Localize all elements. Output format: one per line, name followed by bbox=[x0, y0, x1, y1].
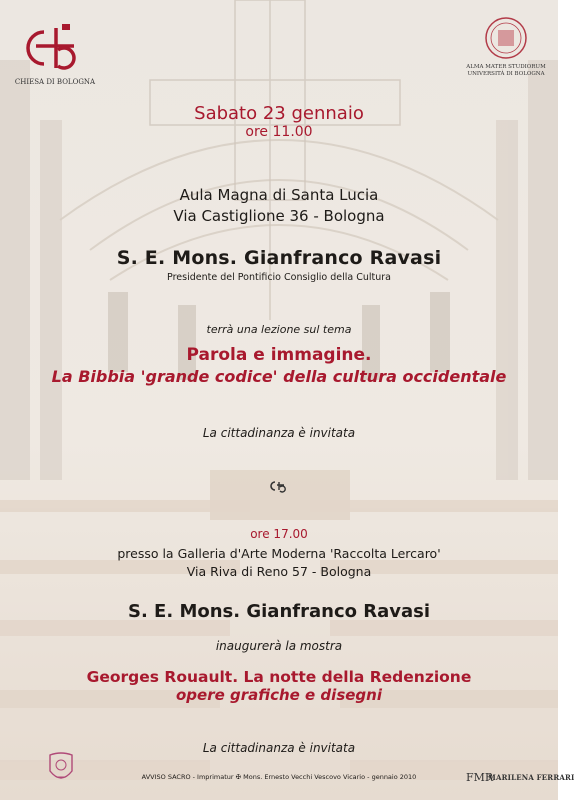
fmr-mark-icon bbox=[466, 766, 494, 788]
fmr-logo bbox=[466, 766, 574, 790]
morning-venue: Aula Magna di Santa Lucia bbox=[179, 186, 379, 204]
exhibition-subtitle: opere grafiche e disegni bbox=[176, 686, 382, 704]
event-date: Sabato 23 gennaio bbox=[194, 103, 364, 124]
evening-invitation: La cittadinanza è invitata bbox=[202, 741, 356, 755]
lecture-subtitle: La Bibbia 'grande codice' della cultura occidentale bbox=[51, 367, 507, 386]
evening-speaker-name: S. E. Mons. Gianfranco Ravasi bbox=[127, 601, 431, 622]
coat-of-arms-icon bbox=[46, 751, 76, 787]
footer-imprimatur: AVVISO SACRO - Imprimatur ✠ Mons. Ernesto Vecchi Vescovo Vicario - gennaio 2010 bbox=[141, 773, 417, 781]
morning-invitation: La cittadinanza è invitata bbox=[202, 426, 356, 440]
right-logo-caption-line1: ALMA MATER STUDIORUM bbox=[466, 64, 546, 70]
exhibition-intro: inaugurerà la mostra bbox=[215, 639, 343, 653]
fmr-name: MARILENA FERRARI bbox=[488, 773, 574, 782]
right-logo-caption-line2: UNIVERSITÀ DI BOLOGNA bbox=[467, 71, 545, 77]
evening-time: ore 17.00 bbox=[250, 527, 308, 541]
morning-time: ore 11.00 bbox=[245, 124, 313, 140]
small-divider-logo-icon bbox=[268, 480, 288, 492]
lecture-title: Parola e immagine. bbox=[186, 345, 372, 365]
exhibition-title: Georges Rouault. La notte della Redenzione bbox=[86, 668, 472, 686]
morning-address: Via Castiglione 36 - Bologna bbox=[173, 207, 385, 225]
speaker-name: S. E. Mons. Gianfranco Ravasi bbox=[116, 247, 442, 269]
evening-address: Via Riva di Reno 57 - Bologna bbox=[186, 564, 372, 579]
svg-text:FMR: FMR bbox=[466, 771, 494, 784]
morning-location bbox=[0, 185, 558, 227]
evening-location bbox=[0, 545, 558, 581]
left-logo-caption: CHIESA DI BOLOGNA bbox=[14, 78, 96, 86]
lecture-intro: terrà una lezione sul tema bbox=[206, 323, 352, 336]
evening-venue: presso la Galleria d'Arte Moderna 'Raccolta Lercaro' bbox=[117, 546, 441, 561]
speaker-role: Presidente del Pontificio Consiglio della Cultura bbox=[167, 272, 391, 283]
